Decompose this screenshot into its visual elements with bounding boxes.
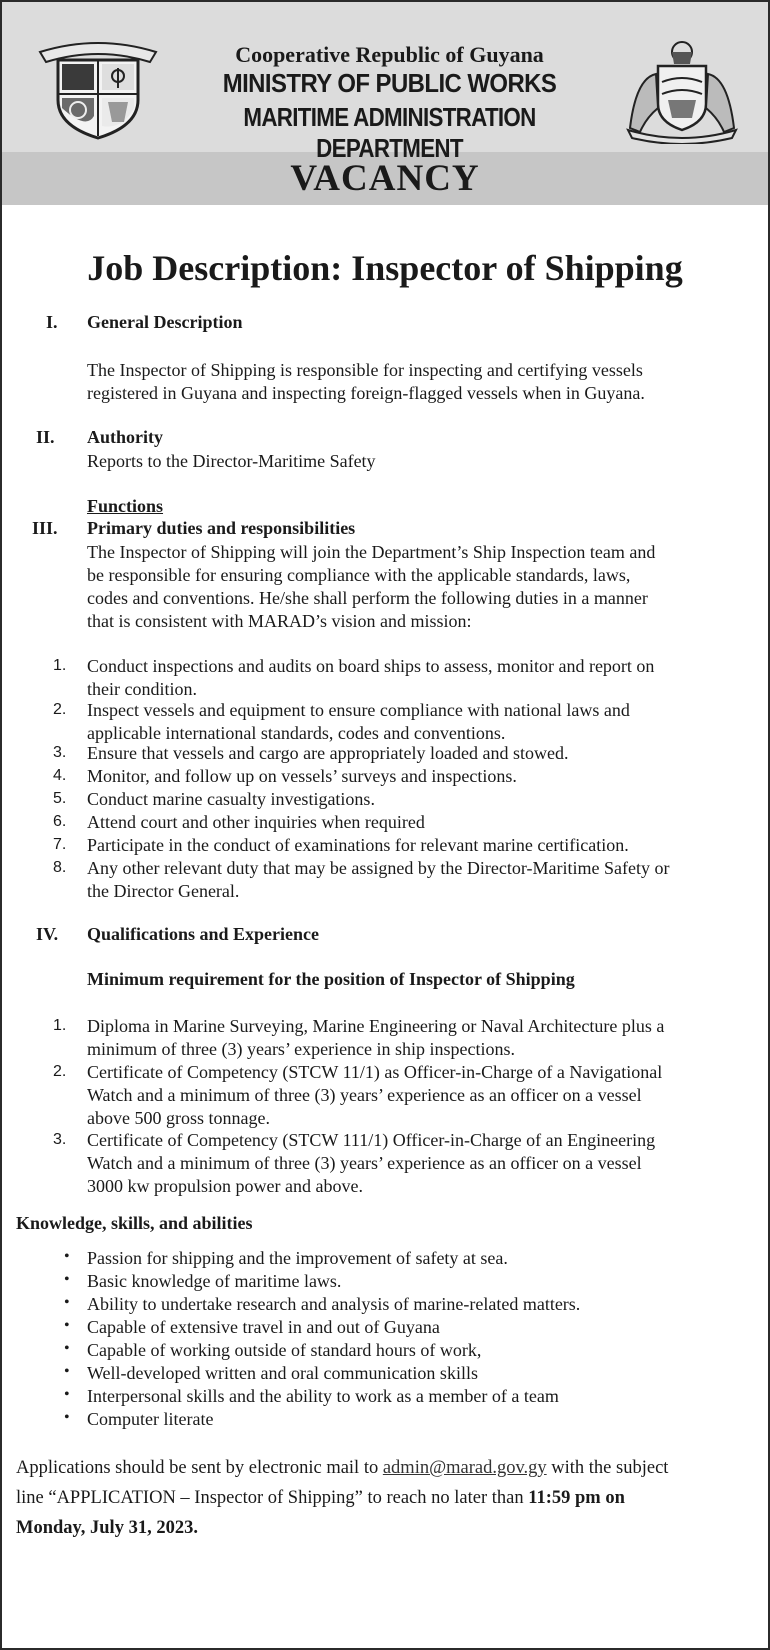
section-text: Reports to the Director-Maritime Safety [87,451,376,471]
list-item: above 500 gross tonnage. [87,1108,270,1128]
section-text: that is consistent with MARAD’s vision and mission: [87,611,472,631]
list-number: 1. [53,1017,67,1034]
section-subheading: Minimum requirement for the position of Inspector of Shipping [87,969,575,989]
list-item: Attend court and other inquiries when required [87,812,425,832]
list-item: applicable international standards, codes and conventions. [87,723,506,743]
section-number: II. [36,427,55,447]
bullet-icon: • [64,1340,70,1357]
header [2,2,768,163]
section-heading: Primary duties and responsibilities [87,518,356,538]
list-item: minimum of three (3) years’ experience in ship inspections. [87,1039,516,1059]
bullet-icon: • [64,1386,70,1403]
list-number: 3. [53,744,67,761]
job-title: Job Description: Inspector of Shipping [87,248,683,288]
list-number: 6. [53,813,67,830]
section-text: registered in Guyana and inspecting foreign-flagged vessels when in Guyana. [87,383,645,403]
list-item: Conduct marine casualty investigations. [87,789,375,809]
deadline-date: Monday, July 31, 2023. [16,1518,198,1538]
department-name: MARITIME ADMINISTRATION DEPARTMENT [243,102,536,163]
list-item: Conduct inspections and audits on board ships to assess, monitor and report on [87,656,655,676]
section-heading: Authority [87,427,163,447]
ministry-name: MINISTRY OF PUBLIC WORKS [222,68,557,98]
functions-label: Functions [87,496,164,516]
list-number: 8. [53,859,67,876]
list-item: Ability to undertake research and analysis of marine-related matters. [87,1294,581,1314]
list-item: Computer literate [87,1409,214,1429]
application-text: line “APPLICATION – Inspector of Shipping” to reach no later than [16,1488,529,1508]
bullet-icon: • [64,1363,70,1380]
list-item: Participate in the conduct of examinations for relevant marine certification. [87,835,629,855]
section-number: III. [32,518,58,538]
list-item: Capable of working outside of standard hours of work, [87,1340,482,1360]
list-number: 2. [53,701,67,718]
section-heading: Qualifications and Experience [87,924,320,944]
section-number: I. [46,312,58,332]
application-text: Applications should be sent by electronic mail to [16,1458,383,1478]
bullet-icon: • [64,1294,70,1311]
bullet-icon: • [64,1409,70,1426]
vacancy-banner: VACANCY [2,152,768,205]
list-number: 5. [53,790,67,807]
list-item: the Director General. [87,881,240,901]
section-text: codes and conventions. He/she shall perform the following duties in a manner [87,588,648,608]
bullet-icon: • [64,1271,70,1288]
section-number: IV. [36,924,59,944]
list-number: 4. [53,767,67,784]
bullet-icon: • [64,1317,70,1334]
guyana-coat-of-arms-logo [622,38,742,144]
list-item: Diploma in Marine Surveying, Marine Engineering or Naval Architecture plus a [87,1016,665,1036]
deadline-time: 11:59 pm on [528,1488,625,1508]
list-number: 1. [53,657,67,674]
application-line [16,1453,756,1483]
section-heading: General Description [87,312,243,332]
list-item: Well-developed written and oral communication skills [87,1363,478,1383]
list-number: 2. [53,1063,67,1080]
list-item: Interpersonal skills and the ability to work as a member of a team [87,1386,559,1406]
list-item: Watch and a minimum of three (3) years’ experience as an officer on a vessel [87,1085,642,1105]
section-text: The Inspector of Shipping is responsible for inspecting and certifying vessels [87,360,643,380]
ksa-heading: Knowledge, skills, and abilities [16,1213,253,1233]
application-instructions [16,1453,756,1543]
list-item: Basic knowledge of maritime laws. [87,1271,342,1291]
list-item: Certificate of Competency (STCW 111/1) Officer-in-Charge of an Engineering [87,1130,656,1150]
list-item: 3000 kw propulsion power and above. [87,1176,363,1196]
application-line [16,1483,756,1513]
list-item: Any other relevant duty that may be assigned by the Director-Maritime Safety or [87,858,670,878]
section-text: be responsible for ensuring compliance with the applicable standards, laws, [87,565,631,585]
application-line [16,1513,756,1543]
list-number: 7. [53,836,67,853]
list-item: Certificate of Competency (STCW 11/1) as Officer-in-Charge of a Navigational [87,1062,663,1082]
list-item: Inspect vessels and equipment to ensure compliance with national laws and [87,700,630,720]
bullet-icon: • [64,1248,70,1265]
section-text: The Inspector of Shipping will join the Department’s Ship Inspection team and [87,542,656,562]
application-text: with the subject [546,1458,669,1478]
list-item: Ensure that vessels and cargo are appropriately loaded and stowed. [87,743,569,763]
email-link[interactable]: admin@marad.gov.gy [382,1458,547,1478]
list-number: 3. [53,1131,67,1148]
list-item: Monitor, and follow up on vessels’ surveys and inspections. [87,766,517,786]
country-name: Cooperative Republic of Guyana [235,42,544,67]
list-item: Capable of extensive travel in and out of Guyana [87,1317,440,1337]
list-item: Watch and a minimum of three (3) years’ experience as an officer on a vessel [87,1153,642,1173]
list-item: Passion for shipping and the improvement of safety at sea. [87,1248,508,1268]
list-item: their condition. [87,679,197,699]
